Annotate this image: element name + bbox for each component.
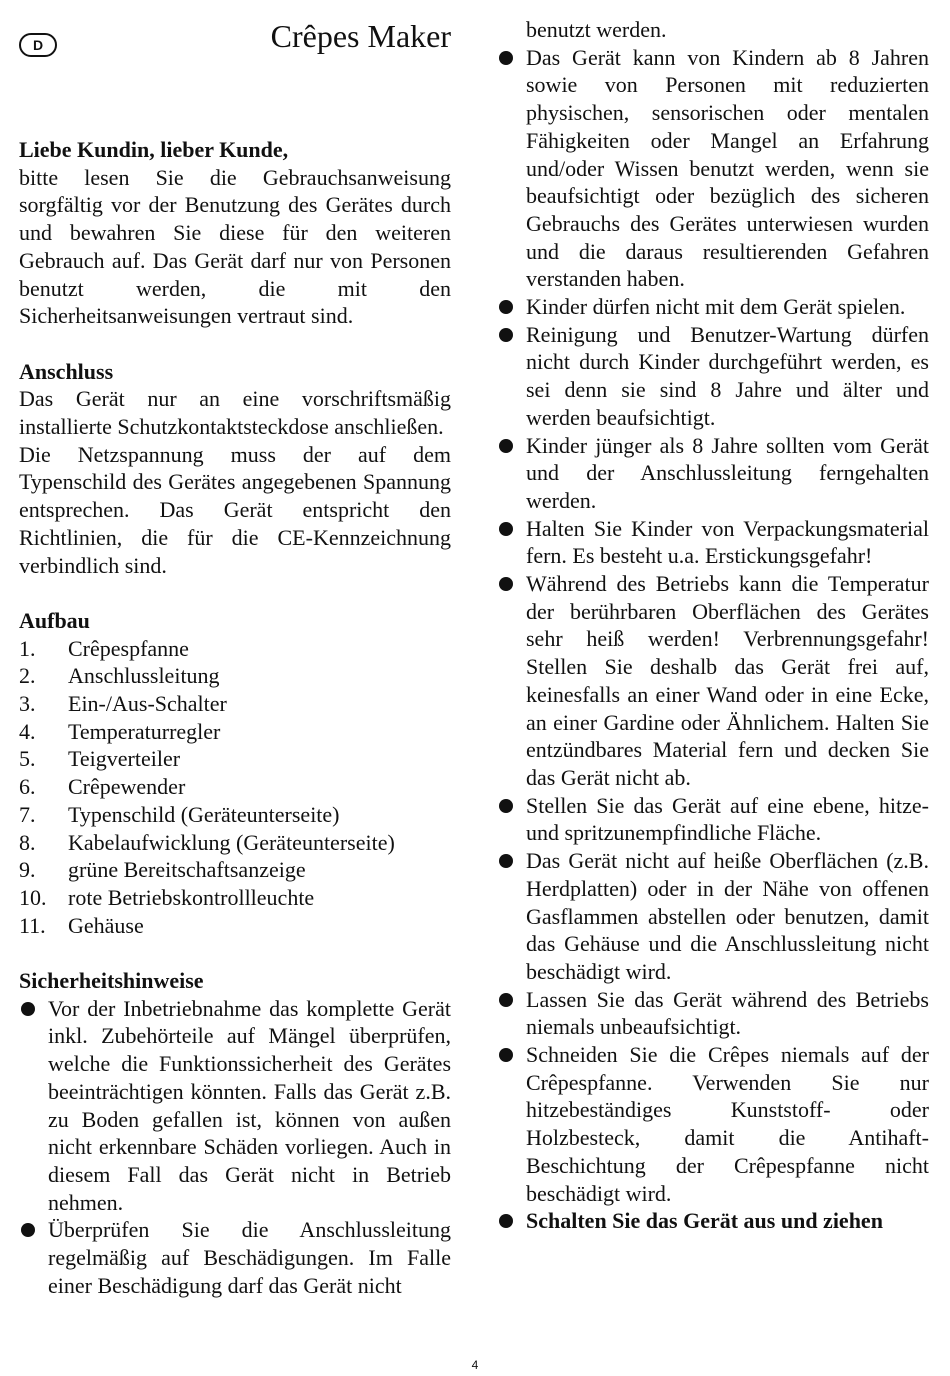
intro-paragraph: bitte lesen Sie die Gebrauchsanweisung sorgfältig vor der Benutzung des Gerätes durch und bewahren Sie diese für den weiteren Gebrauch auf. Das Gerät darf nur von Personen benutzt werden, die mit den Sicherheitsanweisungen vertraut sind. xyxy=(19,164,451,329)
list-item xyxy=(19,773,451,801)
safety-item: Während des Betriebs kann die Temperatur der berührbaren Oberflächen des Gerätes sehr heiß werden! Verbrennungsgefahr! Stellen Sie deshalb das Gerät frei auf, keinesfalls an einer Wand oder in eine Ecke, an einer Gardine oder Ähnlichem. Halten Sie entzündbares Material fern und decken Sie das Gerät nicht ab. xyxy=(497,570,929,792)
item-label: Crêpewender xyxy=(68,774,186,800)
item-number: 4. xyxy=(19,718,36,744)
item-label: Typenschild (Geräteunterseite) xyxy=(68,801,340,827)
item-label: Crêpespfanne xyxy=(68,635,189,661)
page-title: Crêpes Maker xyxy=(270,18,451,54)
safety-item: Überprüfen Sie die Anschlussleitung regelmäßig auf Beschädigungen. Im Falle einer Beschädigung darf das Gerät nicht xyxy=(19,1216,451,1299)
safety-item: Lassen Sie das Gerät während des Betriebs niemals unbeaufsichtigt. xyxy=(497,986,929,1041)
safety-item: Das Gerät nicht auf heiße Oberflächen (z.B. Herdplatten) oder in der Nähe von offenen Gasflammen abstellen oder benutzen, damit das Gehäuse und die Anschlussleitung nicht beschädigt wird. xyxy=(497,847,929,986)
item-number: 10. xyxy=(19,884,47,910)
safety-heading: Sicherheitshinweise xyxy=(19,968,204,994)
item-number: 3. xyxy=(19,691,36,717)
list-item xyxy=(19,856,451,884)
list-item xyxy=(19,635,451,663)
item-label: Anschlussleitung xyxy=(68,663,220,689)
right-column xyxy=(497,16,929,1235)
item-number: 9. xyxy=(19,857,36,883)
page-number: 4 xyxy=(471,1358,479,1372)
connection-heading: Anschluss xyxy=(19,358,114,384)
item-label: Ein-/Aus-Schalter xyxy=(68,691,227,717)
safety-item: Stellen Sie das Gerät auf eine ebene, hitze- und spritzunempfindliche Fläche. xyxy=(497,792,929,847)
left-column xyxy=(19,16,451,1299)
connection-paragraph-2: Die Netzspannung muss der auf dem Typenschild des Gerätes angegebenen Spannung entsprechen. Das Gerät entspricht den Richtlinien, die für die CE-Kennzeichnung verbindlich sind. xyxy=(19,441,451,578)
connection-section xyxy=(19,358,451,580)
safety-item: Das Gerät kann von Kindern ab 8 Jahren sowie von Personen mit reduzierten physischen, sensorischen oder mentalen Fähigkeiten oder Mangel an Erfahrung und/oder Wissen benutzt werden, wenn sie beaufsichtigt oder bezüglich des sicheren Gebrauchs des Gerätes unterwiesen wurden und die daraus resultierenden Gefahren verstanden haben. xyxy=(497,44,929,293)
language-badge: D xyxy=(19,33,57,57)
item-number: 6. xyxy=(19,774,36,800)
item-label: Teigverteiler xyxy=(68,746,181,772)
item-label: Gehäuse xyxy=(68,912,144,938)
assembly-heading: Aufbau xyxy=(19,607,90,633)
item-number: 5. xyxy=(19,746,36,772)
list-item xyxy=(19,690,451,718)
item-label: Temperaturregler xyxy=(68,718,221,744)
safety-item: Kinder dürfen nicht mit dem Gerät spielen. xyxy=(497,293,929,321)
greeting: Liebe Kundin, lieber Kunde, xyxy=(19,137,289,162)
safety-section xyxy=(19,967,451,1299)
page-header xyxy=(19,16,451,136)
safety-item-bold: Schalten Sie das Gerät aus und ziehen xyxy=(497,1207,929,1235)
list-item xyxy=(19,829,451,857)
list-item xyxy=(19,718,451,746)
item-number: 2. xyxy=(19,663,36,689)
list-item xyxy=(19,745,451,773)
assembly-section xyxy=(19,607,451,939)
parts-list xyxy=(19,635,451,940)
item-number: 8. xyxy=(19,829,36,855)
safety-item: Schneiden Sie die Crêpes niemals auf der Crêpespfanne. Verwenden Sie nur hitzebeständiges Kunststoff- oder Holzbesteck, damit die Antihaft-Beschichtung der Crêpespfanne nicht beschädigt wird. xyxy=(497,1041,929,1207)
safety-item: Kinder jünger als 8 Jahre sollten vom Gerät und der Anschlussleitung ferngehalten werden. xyxy=(497,432,929,515)
item-label: Kabelaufwicklung (Geräteunterseite) xyxy=(68,829,395,855)
safety-list-continued xyxy=(497,44,929,1235)
item-label: rote Betriebskontrollleuchte xyxy=(68,884,315,910)
item-number: 11. xyxy=(19,912,46,938)
safety-item: Reinigung und Benutzer-Wartung dürfen nicht durch Kinder durchgeführt werden, es sei denn sie sind 8 Jahre und älter und werden beaufsichtigt. xyxy=(497,321,929,432)
item-number: 7. xyxy=(19,801,36,827)
list-item xyxy=(19,884,451,912)
safety-item: Halten Sie Kinder von Verpackungsmaterial fern. Es besteht u.a. Erstickungsgefahr! xyxy=(497,515,929,570)
list-item xyxy=(19,662,451,690)
safety-item-continuation: benutzt werden. xyxy=(526,17,667,42)
safety-list xyxy=(19,995,451,1300)
item-label: grüne Bereitschaftsanzeige xyxy=(68,857,306,883)
list-item xyxy=(19,801,451,829)
safety-item: Vor der Inbetriebnahme das komplette Gerät inkl. Zubehörteile auf Mängel überprüfen, welche die Funktionssicherheit des Gerätes beeinträchtigen könnten. Falls das Gerät z.B. zu Boden gefallen ist, können von außen nicht erkennbare Schäden vorliegen. Auch in diesem Fall das Gerät nicht in Betrieb nehmen. xyxy=(19,995,451,1217)
item-number: 1. xyxy=(19,635,36,661)
connection-paragraph-1: Das Gerät nur an eine vorschriftsmäßig installierte Schutzkontaktsteckdose anschließen. xyxy=(19,386,451,440)
list-item xyxy=(19,912,451,940)
